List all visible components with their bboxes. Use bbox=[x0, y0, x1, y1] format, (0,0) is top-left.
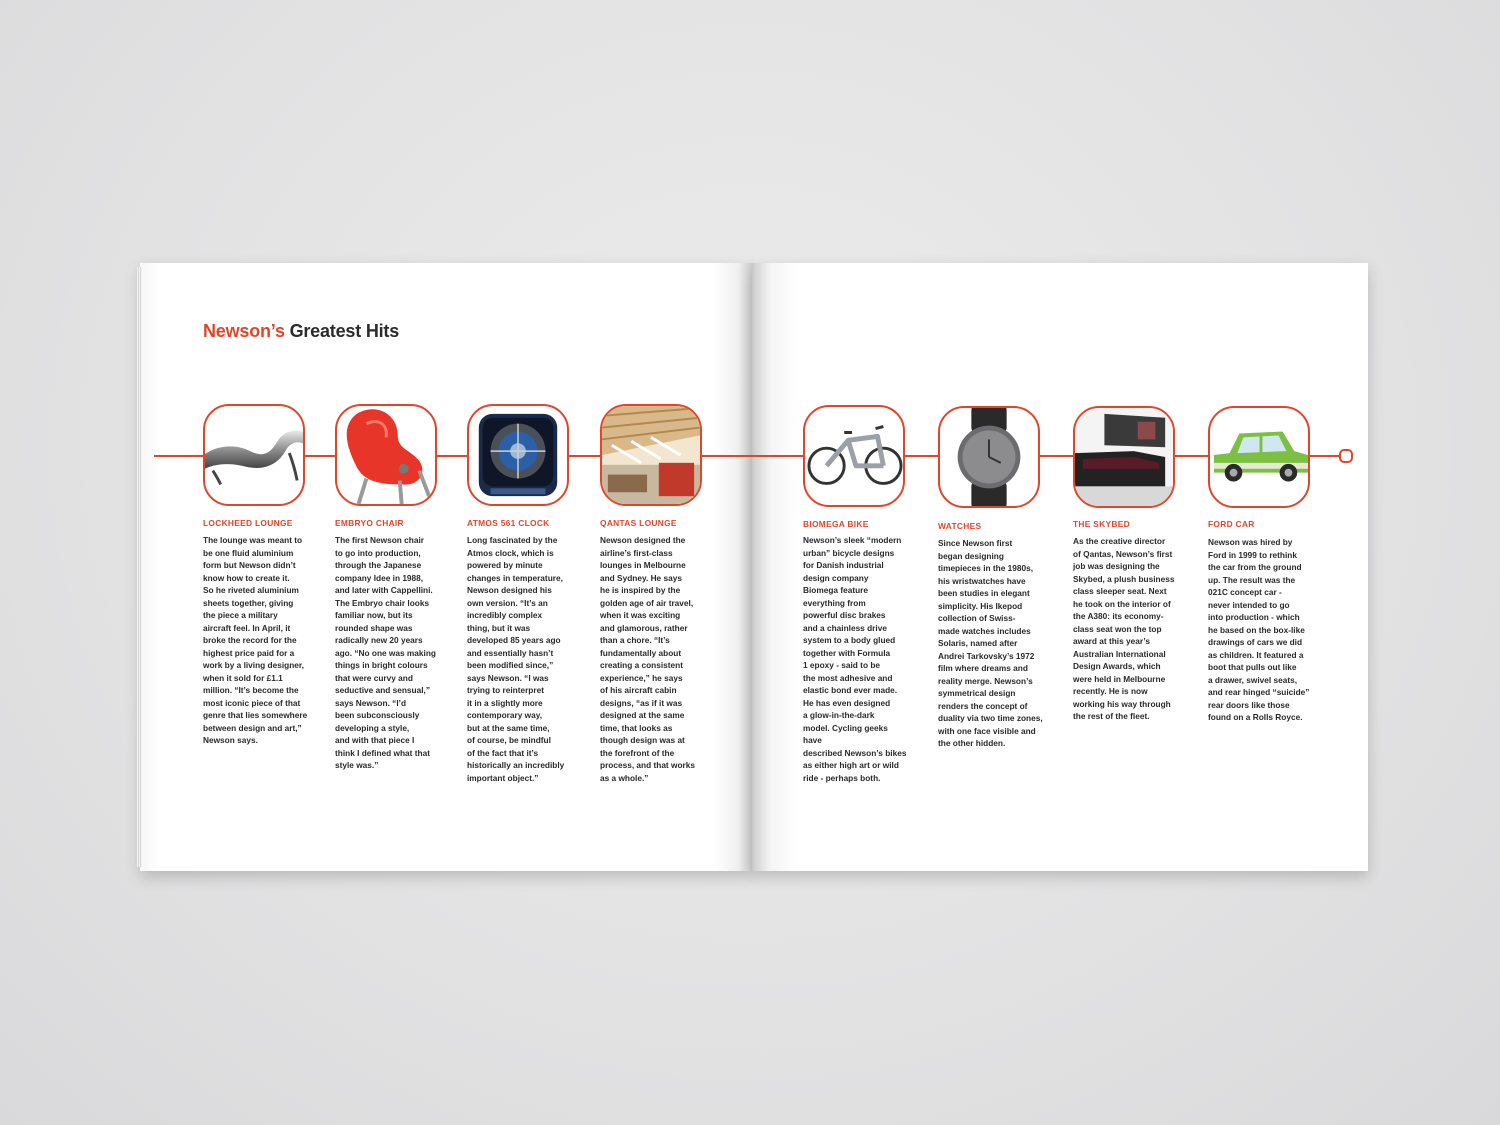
item-text-watches: Since Newson first began designing timepieces in the 1980s, his wristwatches have been studies in elegant simplicity. His Ikepod collection of Swiss- made watches includes Solaris, named after Andrei Tarkovsky’s 1972 film where dreams and reality merge. Newson’s symmetrical design renders the concept of duality via two time zones, with one face visible and the other hidden. bbox=[938, 538, 1043, 748]
watch-icon bbox=[938, 406, 1040, 508]
seat-icon bbox=[1073, 406, 1175, 508]
item-heading-ford: FORD CAR bbox=[1208, 519, 1255, 529]
embryo-chair-icon bbox=[335, 404, 437, 506]
gutter-shadow bbox=[738, 263, 768, 871]
item-text-atmos: Long fascinated by the Atmos clock, which is powered by minute changes in temperature, Newson designed his own version. “It’s an incredibly complex thing, but it was developed 85 years ago and essentially hasn’t been modified since,” says Newson. “I was trying to reinterpret it in a slightly more contemporary way, but at the same time, of course, be mindful of the fact that it’s historically an incredibly important object.” bbox=[467, 535, 565, 783]
page-edges bbox=[136, 267, 142, 867]
item-text-ford: Newson was hired by Ford in 1999 to rethink the car from the ground up. The result was the 021C concept car - never intended to go into production - which he based on the box-like drawings of cars we did as children. It featured a boot that pulls out like a drawer, swivel seats, and rear hinged “suicide” rear doors like those found on a Rolls Royce. bbox=[1208, 537, 1310, 722]
clock-icon bbox=[467, 404, 569, 506]
item-heading-biomega: BIOMEGA BIKE bbox=[803, 519, 869, 529]
item-text-skybed: As the creative director of Qantas, Newson’s first job was designing the Skybed, a plush business class sleeper seat. Next he took on the interior of the A380: its economy- class seat won the top award at this year’s Australian International Design Awards, which were held in Melbourne recently. He is now working his way through the rest of the fleet. bbox=[1073, 536, 1175, 721]
item-text-lockheed: The lounge was meant to be one fluid aluminium form but Newson didn’t know how to create it. So he riveted aluminium sheets together, giving the piece a military aircraft feel. In April, it broke the record for the highest price paid for a work by a living designer, when it sold for £1.1 million. “It’s become the most iconic piece of that genre that lies somewhere between design and art,” Newson says. bbox=[203, 535, 308, 745]
item-heading-watches: WATCHES bbox=[938, 521, 982, 531]
title-accent: Newson’s bbox=[203, 321, 285, 341]
lounge-chair-icon bbox=[203, 404, 305, 506]
title-rest: Greatest Hits bbox=[289, 321, 400, 341]
page-title bbox=[203, 321, 399, 342]
bicycle-icon bbox=[803, 405, 905, 507]
lounge-interior-icon bbox=[600, 404, 702, 506]
item-heading-lockheed: LOCKHEED LOUNGE bbox=[203, 518, 293, 528]
timeline-end-marker bbox=[1339, 449, 1353, 463]
car-icon bbox=[1208, 406, 1310, 508]
magazine-spread bbox=[140, 263, 1368, 871]
item-heading-qantas: QANTAS LOUNGE bbox=[600, 518, 677, 528]
item-heading-embryo: EMBRYO CHAIR bbox=[335, 518, 404, 528]
item-heading-skybed: THE SKYBED bbox=[1073, 519, 1130, 529]
item-text-biomega: Newson’s sleek “modern urban” bicycle designs for Danish industrial design company Biomega feature everything from powerful disc brakes and a chainless drive system to a body glued together with Formula 1 epoxy - said to be the most adhesive and elastic bond ever made. He has even designed a glow-in-the-dark model. Cycling geeks have described Newson’s bikes as either high art or wild ride - perhaps both. bbox=[803, 535, 907, 783]
item-text-qantas: Newson designed the airline’s first-class lounges in Melbourne and Sydney. He says he is inspired by the golden age of air travel, when it was exciting and glamorous, rather than a chore. “It’s fundamentally about creating a consistent experience,” he says of his aircraft cabin designs, “as if it was designed at the same time, that looks as though design was at the forefront of the process, and that works as a whole.” bbox=[600, 535, 695, 783]
item-text-embryo: The first Newson chair to go into production, through the Japanese company Idee in 1988, and later with Cappellini. The Embryo chair looks familiar now, but its rounded shape was radically new 20 years ago. “No one was making things in bright colours that were curvy and seductive and sensual,” says Newson. “I’d been subconsciously developing a style, and with that piece I think I defined what that style was.” bbox=[335, 535, 436, 770]
item-heading-atmos: ATMOS 561 CLOCK bbox=[467, 518, 550, 528]
